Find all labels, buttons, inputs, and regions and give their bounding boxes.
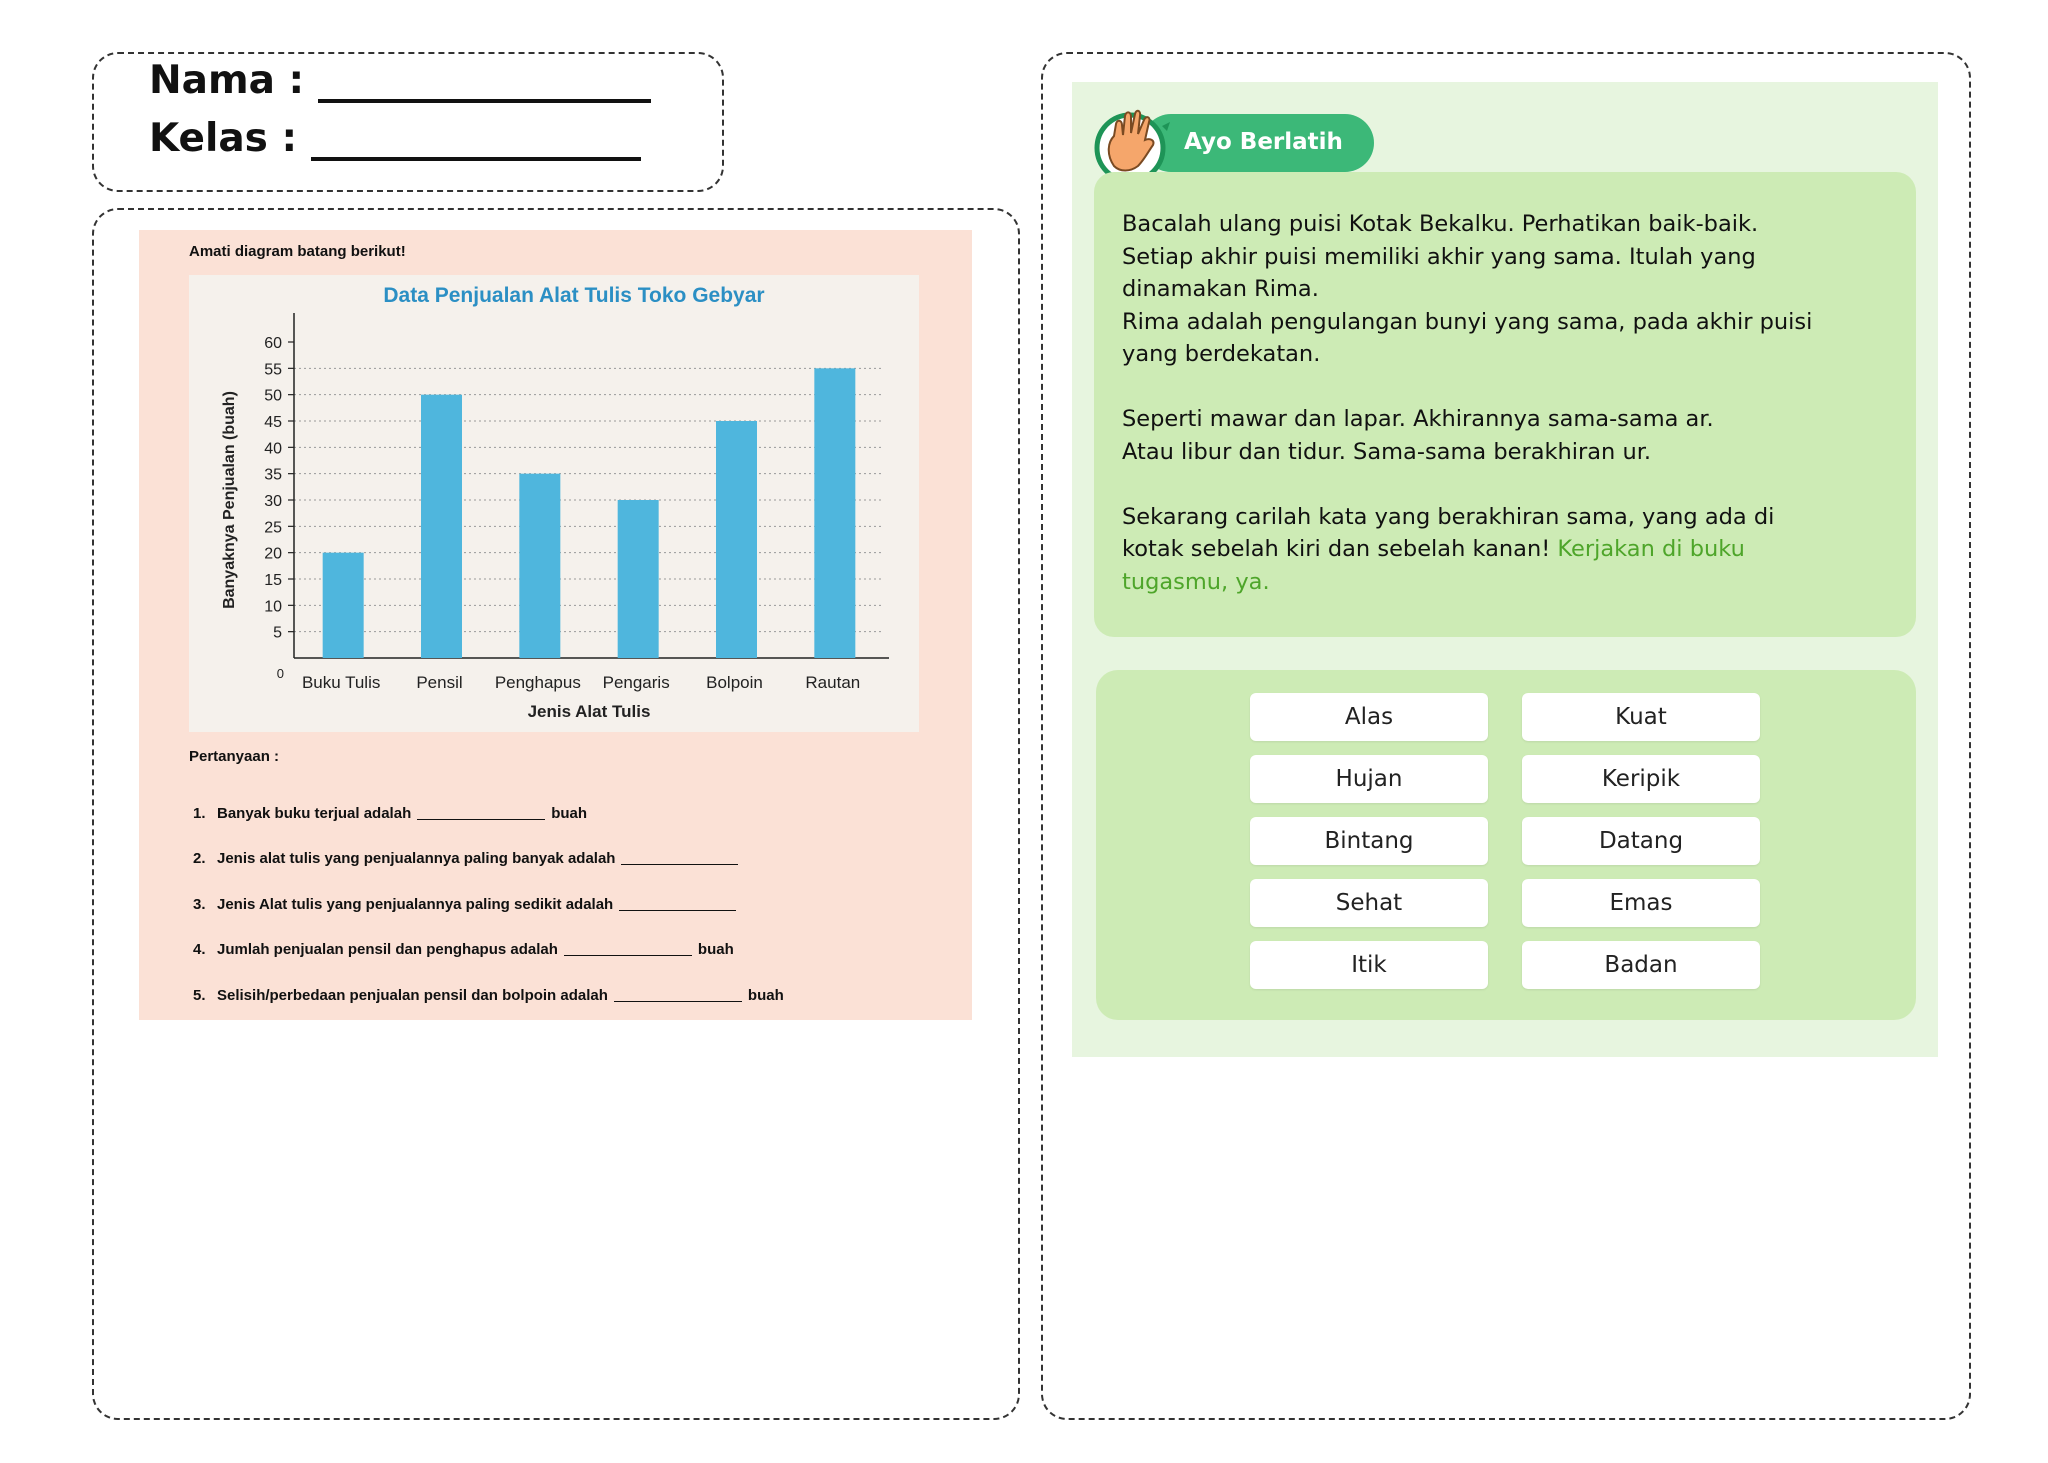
question-text: Banyak buku terjual adalah (217, 805, 412, 822)
y-tick-label: 25 (264, 519, 282, 537)
instruction-line: Rima adalah pengulangan bunyi yang sama, pada akhir puisi (1122, 308, 1813, 335)
x-tick-label: Buku Tulis (301, 673, 381, 692)
question-suffix: buah (697, 941, 734, 958)
answer-blank[interactable] (614, 987, 742, 1002)
word-box-right[interactable]: Emas (1522, 879, 1760, 927)
x-axis-label: Jenis Alat Tulis (527, 702, 651, 721)
answer-blank[interactable] (564, 941, 692, 956)
word-box-left[interactable]: Bintang (1250, 817, 1488, 865)
answer-blank[interactable] (621, 850, 738, 865)
instruction-line: Atau libur dan tidur. Sama-sama berakhiran ur. (1122, 438, 1652, 465)
class-line (149, 116, 641, 161)
instructions-panel (1094, 172, 1916, 637)
y-tick-label: 30 (264, 493, 282, 510)
y-tick-label: 55 (264, 361, 282, 379)
y-tick-label: 20 (264, 545, 282, 563)
worksheet-instruction: Amati diagram batang berikut! (189, 243, 406, 260)
y-axis-label: Banyaknya Penjualan (buah) (221, 391, 238, 609)
y-tick-label: 5 (273, 624, 282, 642)
question-2 (193, 850, 744, 867)
question-text: Jumlah penjualan pensil dan penghapus adalah (217, 941, 558, 958)
ayo-berlatih-card (1072, 82, 1938, 1057)
question-text: Selisih/perbedaan penjualan pensil dan bolpoin adalah (217, 987, 608, 1004)
word-box-right[interactable]: Kuat (1522, 693, 1760, 741)
name-blank[interactable] (318, 71, 651, 103)
instruction-line: Sekarang carilah kata yang berakhiran sama, yang ada di (1122, 503, 1775, 530)
bar-chart (189, 275, 919, 732)
instruction-line: Seperti mawar dan lapar. Akhirannya sama-sama ar. (1122, 406, 1714, 432)
badge-label: Ayo Berlatih (1184, 129, 1343, 155)
chart-area (189, 275, 919, 732)
y-tick-label: 50 (264, 387, 282, 405)
bar-pensil (421, 395, 462, 658)
x-tick-label: Rautan (805, 673, 861, 692)
class-blank[interactable] (311, 129, 641, 161)
y-tick-label: 15 (264, 572, 282, 589)
x-tick-label: Pengaris (602, 673, 670, 692)
question-3 (193, 896, 742, 913)
question-text: Jenis alat tulis yang penjualannya paling banyak adalah (217, 850, 616, 867)
y-tick-label: 0 (276, 666, 284, 681)
word-box-right[interactable]: Badan (1522, 941, 1760, 989)
question-5 (193, 987, 784, 1004)
word-box-left[interactable]: Alas (1250, 693, 1488, 741)
question-suffix: buah (551, 805, 588, 822)
class-label: Kelas : (149, 116, 298, 161)
question-number: 5. (193, 987, 206, 1004)
bar-buku-tulis (323, 553, 364, 658)
y-tick-label: 60 (264, 335, 282, 352)
bar-bolpoin (716, 421, 757, 658)
instruction-line (1122, 533, 1888, 566)
instruction-line: yang berdekatan. (1122, 341, 1321, 367)
question-number: 1. (193, 805, 206, 822)
chart-title: Data Penjualan Alat Tulis Toko Gebyar (383, 284, 765, 307)
answer-blank[interactable] (619, 896, 736, 911)
name-label: Nama : (149, 58, 305, 103)
x-tick-label: Bolpoin (706, 673, 763, 692)
bar-pengaris (618, 500, 659, 658)
x-tick-label: Pensil (416, 673, 463, 692)
word-boxes-panel (1096, 670, 1916, 1020)
question-text: Jenis Alat tulis yang penjualannya paling sedikit adalah (217, 896, 614, 913)
word-box-left[interactable]: Sehat (1250, 879, 1488, 927)
y-tick-label: 35 (264, 466, 282, 484)
answer-blank[interactable] (417, 805, 545, 820)
question-4 (193, 941, 734, 958)
identity-box (92, 52, 724, 192)
y-tick-label: 40 (264, 440, 282, 458)
instruction-line: Setiap akhir puisi memiliki akhir yang sama. Itulah yang (1122, 243, 1756, 270)
word-box-left[interactable]: Hujan (1250, 755, 1488, 803)
instruction-text: kotak sebelah kiri dan sebelah kanan! (1122, 536, 1551, 562)
question-number: 2. (193, 850, 206, 867)
question-1 (193, 805, 587, 822)
name-line (149, 58, 651, 103)
ayo-berlatih-badge (1092, 114, 1374, 172)
question-number: 3. (193, 896, 206, 913)
instruction-line: dinamakan Rima. (1122, 276, 1319, 302)
instruction-highlight-end: tugasmu, ya. (1122, 568, 1270, 595)
question-suffix: buah (747, 987, 784, 1004)
questions-heading: Pertanyaan : (189, 748, 280, 765)
instruction-highlight: Kerjakan di buku (1557, 536, 1745, 562)
y-tick-label: 10 (264, 598, 282, 616)
bar-rautan (814, 368, 855, 658)
x-tick-label: Penghapus (494, 673, 581, 692)
bar-penghapus (519, 474, 560, 658)
question-number: 4. (193, 941, 206, 958)
word-box-right[interactable]: Datang (1522, 817, 1760, 865)
word-box-left[interactable]: Itik (1250, 941, 1488, 989)
y-tick-label: 45 (264, 414, 282, 431)
instruction-line: Bacalah ulang puisi Kotak Bekalku. Perhatikan baik-baik. (1122, 211, 1759, 237)
word-box-right[interactable]: Keripik (1522, 755, 1760, 803)
bar-chart-worksheet (139, 230, 972, 1020)
